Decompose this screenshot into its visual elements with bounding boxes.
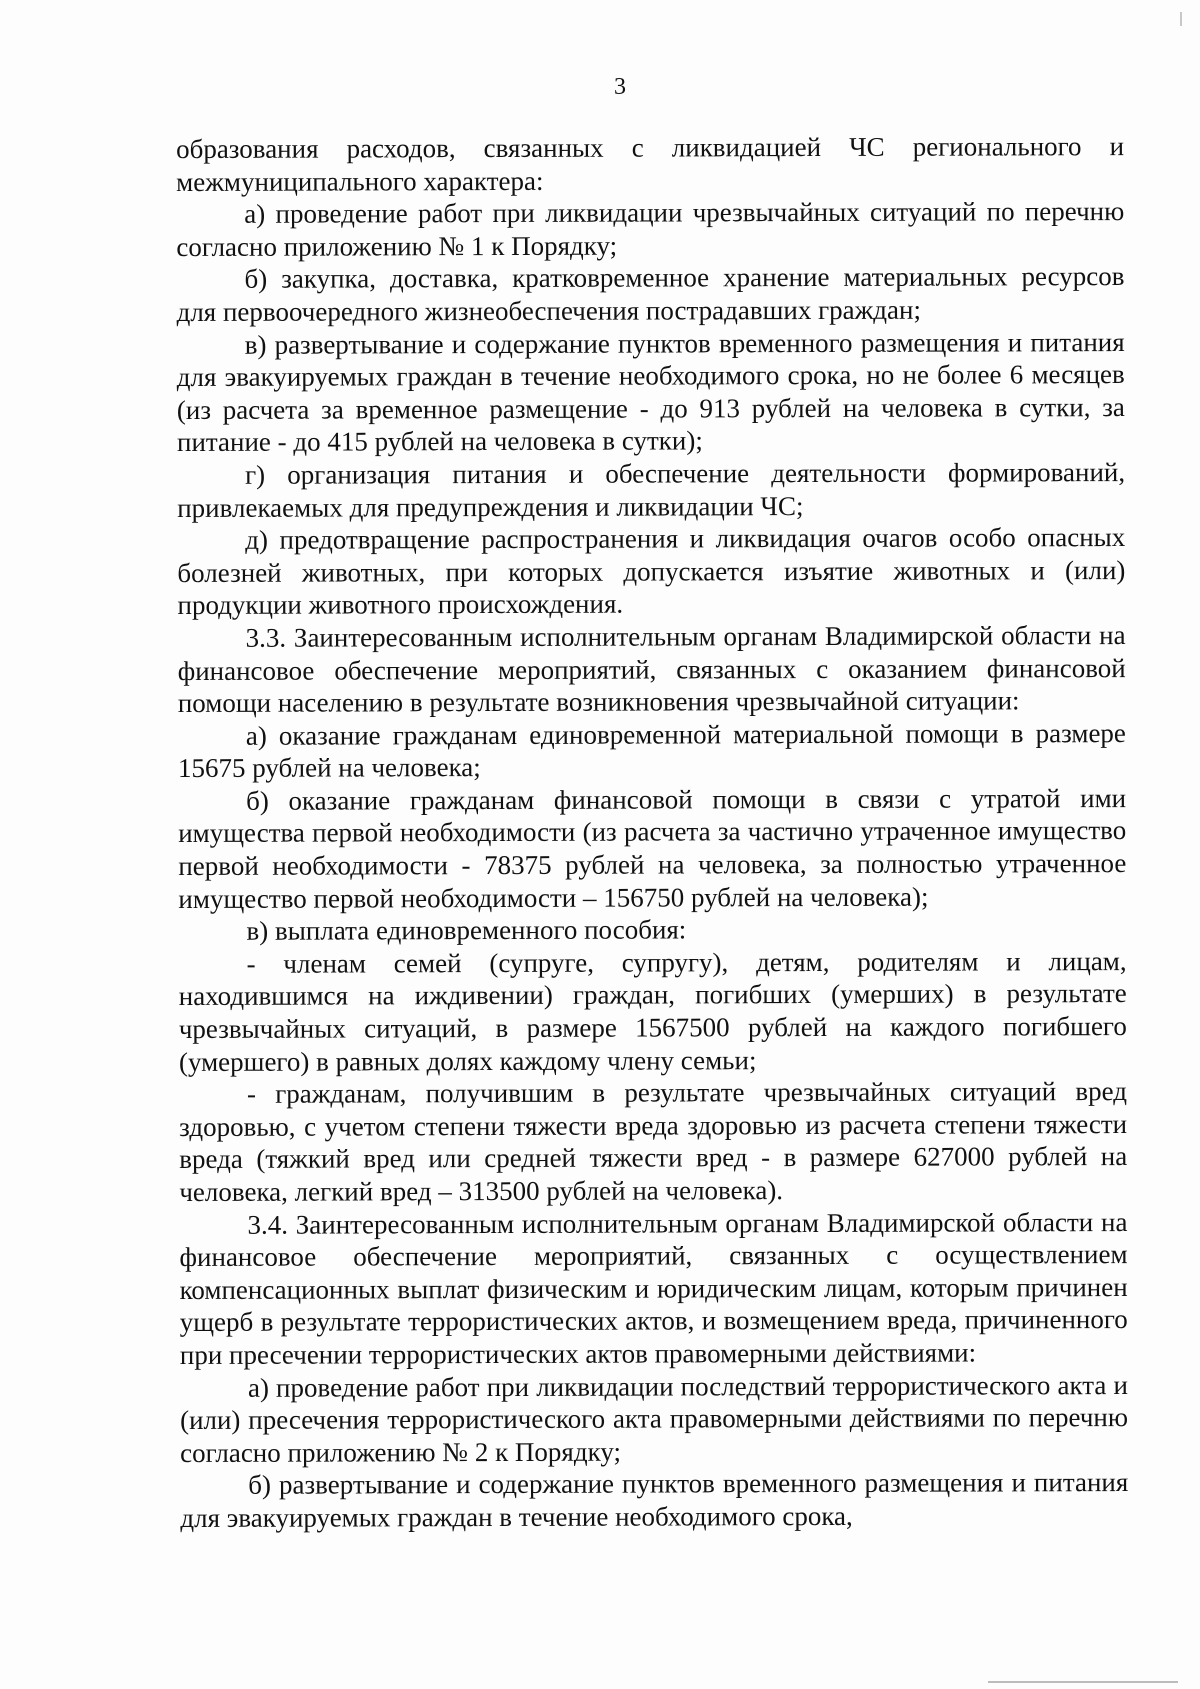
paragraph-3-4-item-a: а) проведение работ при ликвидации последствий террористического акта и (или) пресечения террористического акта правомерными действиями по перечню согласно приложению № 2 к Порядку;	[179, 1369, 1129, 1468]
paragraph-item-g: г) организация питания и обеспечение деятельности формирований, привлекаемых для предупреждения и ликвидации ЧС;	[177, 456, 1126, 523]
paragraph-item-d: д) предотвращение распространения и ликвидация очагов особо опасных болезней животных, при которых допускается изъятие животных и (или) продукции животного происхождения.	[177, 522, 1126, 621]
document-body	[176, 130, 1128, 1535]
paragraph-3-3-item-a: а) оказание гражданам единовременной материальной помощи в размере 15675 рублей на человека;	[177, 717, 1126, 784]
scan-artifact-top	[1180, 12, 1182, 26]
paragraph-item-v: в) развертывание и содержание пунктов временного размещения и питания для эвакуируемых граждан в течение необходимого срока, но не более 6 месяцев (из расчета за временное размещение - до 913 рублей на человека в сутки, за питание - до 415 рублей на человека в сутки);	[176, 326, 1125, 458]
paragraph-3-3-item-v: в) выплата единовременного пособия:	[246, 914, 687, 947]
paragraph-dash-health: - гражданам, получившим в результате чрезвычайных ситуаций вред здоровью, с учетом степени тяжести вреда здоровью из расчета степени тяжести вреда (тяжкий вред или средней тяжести вред - в размере 627000 рублей на человека, легкий вред – 313500 рублей на человека).	[179, 1076, 1128, 1207]
paragraph-item-a: а) проведение работ при ликвидации чрезвычайных ситуаций по перечню согласно приложению № 1 к Порядку;	[176, 196, 1125, 262]
paragraph-dash-families: - членам семей (супруге, супругу), детям, родителям и лицам, находившимся на иждивении) граждан, погибших (умерших) в результате чрезвычайных ситуаций, в размере 1567500 рублей на каждого погибшего (умершего) в равных долях каждому члену семьи;	[178, 945, 1127, 1077]
paragraph-section-3-4: 3.4. Заинтересованным исполнительным органам Владимирской области на финансовое обеспечение мероприятий, связанных с осуществлением компенсационных выплат физическим и юридическим лицам, которым причинен ущерб в результате террористических актов, и возмещением вреда, причиненного при пресечении террористических актов правомерными действиями:	[179, 1206, 1128, 1370]
paragraph-3-4-item-b: б) развертывание и содержание пунктов временного размещения и питания для эвакуируемых граждан в течение необходимого срока,	[180, 1467, 1129, 1533]
paragraph-section-3-3: 3.3. Заинтересованным исполнительным органам Владимирской области на финансовое обеспечение мероприятий, связанных с оказанием финансовой помощи населению в результате возникновения чрезвычайной ситуации:	[177, 619, 1126, 719]
paragraph-3-3-item-b: б) оказание гражданам финансовой помощи в связи с утратой ими имущества первой необходимости (из расчета за частично утраченное имущество первой необходимости - 78375 рублей на человека, за полностью утраченное имущество первой необходимости – 156750 рублей на человека);	[178, 782, 1127, 914]
paragraph-item-b: б) закупка, доставка, кратковременное хранение материальных ресурсов для первоочередного жизнеобеспечения пострадавших граждан;	[176, 261, 1125, 327]
paragraph-continuation: образования расходов, связанных с ликвидацией ЧС регионального и межмуниципального характера:	[176, 131, 1125, 197]
page-number: 3	[614, 74, 626, 100]
scan-artifact-bottom	[988, 1681, 1178, 1683]
